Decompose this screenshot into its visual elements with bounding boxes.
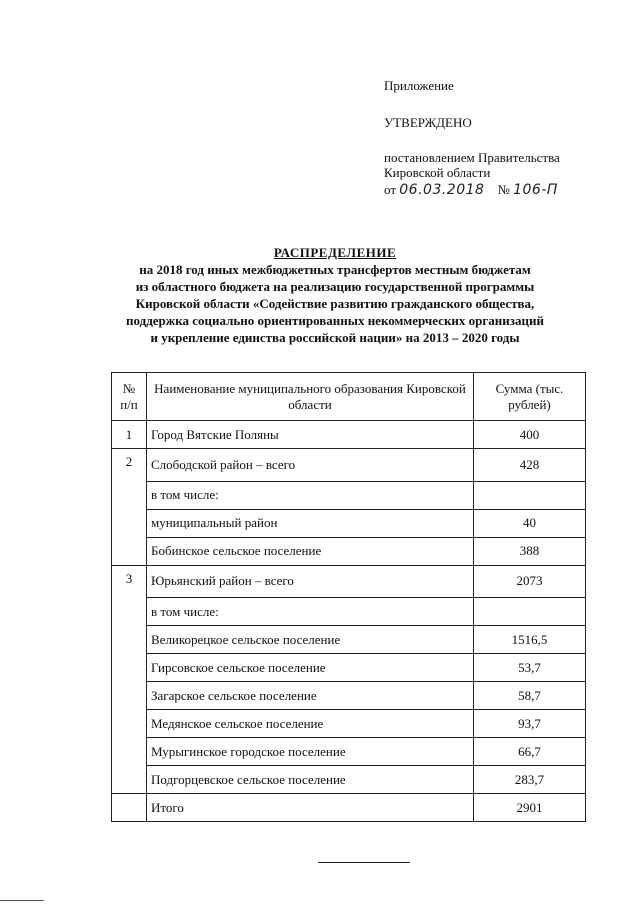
row-sum xyxy=(474,598,586,626)
approval-block xyxy=(384,78,624,198)
row-sum: 1516,5 xyxy=(474,626,586,654)
corner-mark xyxy=(0,900,44,901)
header-sum: Сумма (тыс. рублей) xyxy=(474,373,586,421)
row-name: Гирсовское сельское поселение xyxy=(147,654,474,682)
row-name: Юрьянский район – всего xyxy=(147,565,474,598)
title-line: поддержка социально ориентированных некоммерческих организаций xyxy=(126,313,544,328)
table-row xyxy=(112,626,586,654)
table-total-row xyxy=(112,794,586,822)
table-row xyxy=(112,766,586,794)
table-row xyxy=(112,565,586,598)
row-sum: 2901 xyxy=(474,794,586,822)
table-row xyxy=(112,421,586,449)
row-sum: 400 xyxy=(474,421,586,449)
table-row xyxy=(112,682,586,710)
resolution-line-1: постановлением Правительства xyxy=(384,150,560,165)
row-num: 2 xyxy=(112,449,147,482)
row-name: Подгорцевское сельское поселение xyxy=(147,766,474,794)
row-num xyxy=(112,598,147,626)
row-name: Мурыгинское городское поселение xyxy=(147,738,474,766)
table-row xyxy=(112,449,586,482)
row-name: в том числе: xyxy=(147,598,474,626)
row-sum: 2073 xyxy=(474,565,586,598)
row-name: Бобинское сельское поселение xyxy=(147,537,474,565)
resolution-date-number xyxy=(384,182,624,198)
row-num xyxy=(112,481,147,509)
row-sum: 66,7 xyxy=(474,738,586,766)
table-row xyxy=(112,654,586,682)
row-num xyxy=(112,766,147,794)
row-num xyxy=(112,626,147,654)
approved-label: УТВЕРЖДЕНО xyxy=(384,115,472,130)
row-sum: 428 xyxy=(474,449,586,482)
row-name: Загарское сельское поселение xyxy=(147,682,474,710)
row-num xyxy=(112,794,147,822)
table-row xyxy=(112,738,586,766)
distribution-table xyxy=(111,372,586,822)
row-sum: 53,7 xyxy=(474,654,586,682)
title-line: из областного бюджета на реализацию государственной программы xyxy=(135,279,535,294)
handwritten-date: 06.03.2018 xyxy=(399,182,485,198)
row-name: Медянское сельское поселение xyxy=(147,710,474,738)
title-main: РАСПРЕДЕЛЕНИЕ xyxy=(273,245,397,260)
handwritten-number: 106-П xyxy=(513,182,558,198)
table-header-row xyxy=(112,373,586,421)
row-sum: 388 xyxy=(474,537,586,565)
date-prefix: от xyxy=(384,182,397,197)
table-row xyxy=(112,598,586,626)
table-row xyxy=(112,509,586,537)
row-name: Слободской район – всего xyxy=(147,449,474,482)
row-name: Итого xyxy=(147,794,474,822)
footer-divider xyxy=(318,862,410,863)
row-num xyxy=(112,509,147,537)
table-row xyxy=(112,537,586,565)
table-row xyxy=(112,481,586,509)
header-num: № п/п xyxy=(112,373,147,421)
appendix-label: Приложение xyxy=(384,78,454,93)
row-num xyxy=(112,710,147,738)
row-sum: 40 xyxy=(474,509,586,537)
number-prefix: № xyxy=(497,182,510,197)
row-num xyxy=(112,537,147,565)
row-num: 1 xyxy=(112,421,147,449)
row-num xyxy=(112,654,147,682)
row-sum: 93,7 xyxy=(474,710,586,738)
row-sum: 283,7 xyxy=(474,766,586,794)
row-name: Великорецкое сельское поселение xyxy=(147,626,474,654)
row-num xyxy=(112,682,147,710)
row-name: в том числе: xyxy=(147,481,474,509)
document-title xyxy=(100,244,570,346)
header-name: Наименование муниципального образования Кировской области xyxy=(147,373,474,421)
resolution-line-2: Кировской области xyxy=(384,165,491,180)
row-name: муниципальный район xyxy=(147,509,474,537)
row-num xyxy=(112,738,147,766)
row-sum xyxy=(474,481,586,509)
title-line: и укрепление единства российской нации» на 2013 – 2020 годы xyxy=(150,330,520,345)
title-line: на 2018 год иных межбюджетных трансфертов местным бюджетам xyxy=(139,262,531,277)
title-line: Кировской области «Содействие развитию гражданского общества, xyxy=(135,296,535,311)
row-num: 3 xyxy=(112,565,147,598)
row-sum: 58,7 xyxy=(474,682,586,710)
row-name: Город Вятские Поляны xyxy=(147,421,474,449)
table-row xyxy=(112,710,586,738)
